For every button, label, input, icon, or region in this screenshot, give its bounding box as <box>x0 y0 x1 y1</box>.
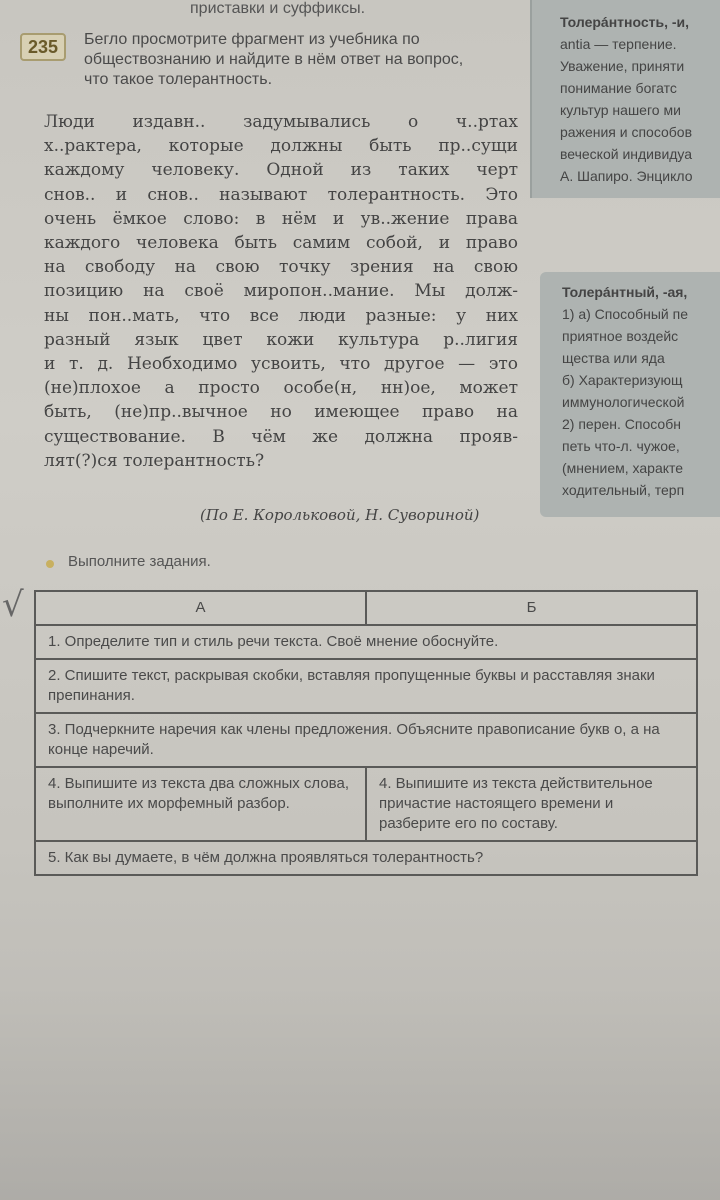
sidebar-line: понимание богатс <box>560 80 677 96</box>
text-line: быть, (не)пр..вычное но имеющее право на <box>44 402 518 423</box>
sidebar-line: петь что-л. чужое, <box>562 438 680 454</box>
task-2: 2. Спишите текст, раскрывая скобки, вставляя пропущенные буквы и расставляя знаки препинания. <box>35 659 697 713</box>
sidebar-line: щества или яда <box>562 350 665 366</box>
source-attribution: (По Е. Корольковой, Н. Сувориной) <box>200 506 480 524</box>
tasks-intro: Выполните задания. <box>68 553 211 570</box>
text-line: Люди издавн.. задумывались о ч..ртах <box>44 112 518 132</box>
task-4b: 4. Выпишите из текста действительное причастие настоящего времени и разберите его по составу. <box>366 767 697 841</box>
task-line: Бегло просмотрите фрагмент из учебника по <box>84 31 420 48</box>
text-line: каждого человека быть самим собой, и право <box>44 233 518 254</box>
task-line: обществознанию и найдите в нём ответ на вопрос, <box>84 51 464 68</box>
table-row <box>35 625 697 659</box>
bullet-icon <box>46 560 54 568</box>
header-fragment: приставки и суффиксы. <box>190 0 366 17</box>
sidebar-line: А. Шапиро. Энцикло <box>560 168 693 184</box>
sidebar-definition-top <box>530 0 720 198</box>
table-header-row <box>35 591 697 625</box>
text-line: снов.. и снов.. называют толерантность. Это <box>44 184 518 205</box>
sidebar-line: 1) а) Способный пе <box>562 306 688 322</box>
sidebar-line: ражения и способов <box>560 124 693 140</box>
text-line: и т. д. Необходимо усвоить, что другое — это <box>44 354 518 375</box>
column-header-a: А <box>35 591 366 625</box>
exercise-task <box>84 30 524 90</box>
task-4a: 4. Выпишите из текста два сложных слова, выполните их морфемный разбор. <box>35 767 366 841</box>
sidebar-definition-bottom <box>540 272 720 517</box>
text-line: существование. В чём же должна прояв- <box>44 426 518 447</box>
sidebar-line: веческой индивидуа <box>560 146 693 162</box>
task-line: что такое толерантность. <box>84 71 273 88</box>
sidebar-line: antia — терпение. <box>560 36 677 52</box>
sidebar-line: приятное воздейс <box>562 328 679 344</box>
text-line: каждому человеку. Одной из таких черт <box>44 160 518 181</box>
sidebar-line: Толерáнтность, -и, <box>560 14 690 30</box>
text-line: (не)плохое а просто особе(н, нн)ое, может <box>44 378 518 399</box>
sidebar-line: 2) перен. Способн <box>562 416 681 432</box>
sidebar-line: Уважение, приняти <box>560 58 685 74</box>
pencil-checkmark-icon: √ <box>2 585 24 625</box>
excerpt-text <box>44 110 518 473</box>
text-line: лят(?)ся толерантность? <box>44 450 265 471</box>
page-shadow <box>0 980 720 1200</box>
text-line: очень ёмкое слово: в нём и ув..жение права <box>44 208 518 229</box>
task-1: 1. Определите тип и стиль речи текста. Своё мнение обоснуйте. <box>35 625 697 659</box>
column-header-b: Б <box>366 591 697 625</box>
sidebar-line: иммунологической <box>562 394 685 410</box>
table-row <box>35 841 697 875</box>
sidebar-line: ходительный, терп <box>562 482 685 498</box>
text-line: х..рактера, которые должны быть пр..сущи <box>44 136 518 157</box>
task-5: 5. Как вы думаете, в чём должна проявляться толерантность? <box>35 841 697 875</box>
text-line: разный язык цвет кожи культура р..лигия <box>44 329 518 350</box>
sidebar-line: культур нашего ми <box>560 102 681 118</box>
table-row <box>35 659 697 713</box>
table-row <box>35 713 697 767</box>
exercise-number: 235 <box>20 33 66 61</box>
table-row <box>35 767 697 841</box>
text-line: ны пон..мать, что все люди разные: у них <box>44 305 518 326</box>
task-3: 3. Подчеркните наречия как члены предложения. Объясните правописание букв о, а на конце наречий. <box>35 713 697 767</box>
tasks-table <box>34 590 698 876</box>
sidebar-line: (мнением, характе <box>562 460 684 476</box>
sidebar-line: б) Характеризующ <box>562 372 683 388</box>
text-line: позицию на своё миропон..мание. Мы долж- <box>44 281 518 302</box>
sidebar-line: Толерáнтный, -ая, <box>562 284 688 300</box>
text-line: на свободу на свою точку зрения на свою <box>44 257 518 278</box>
